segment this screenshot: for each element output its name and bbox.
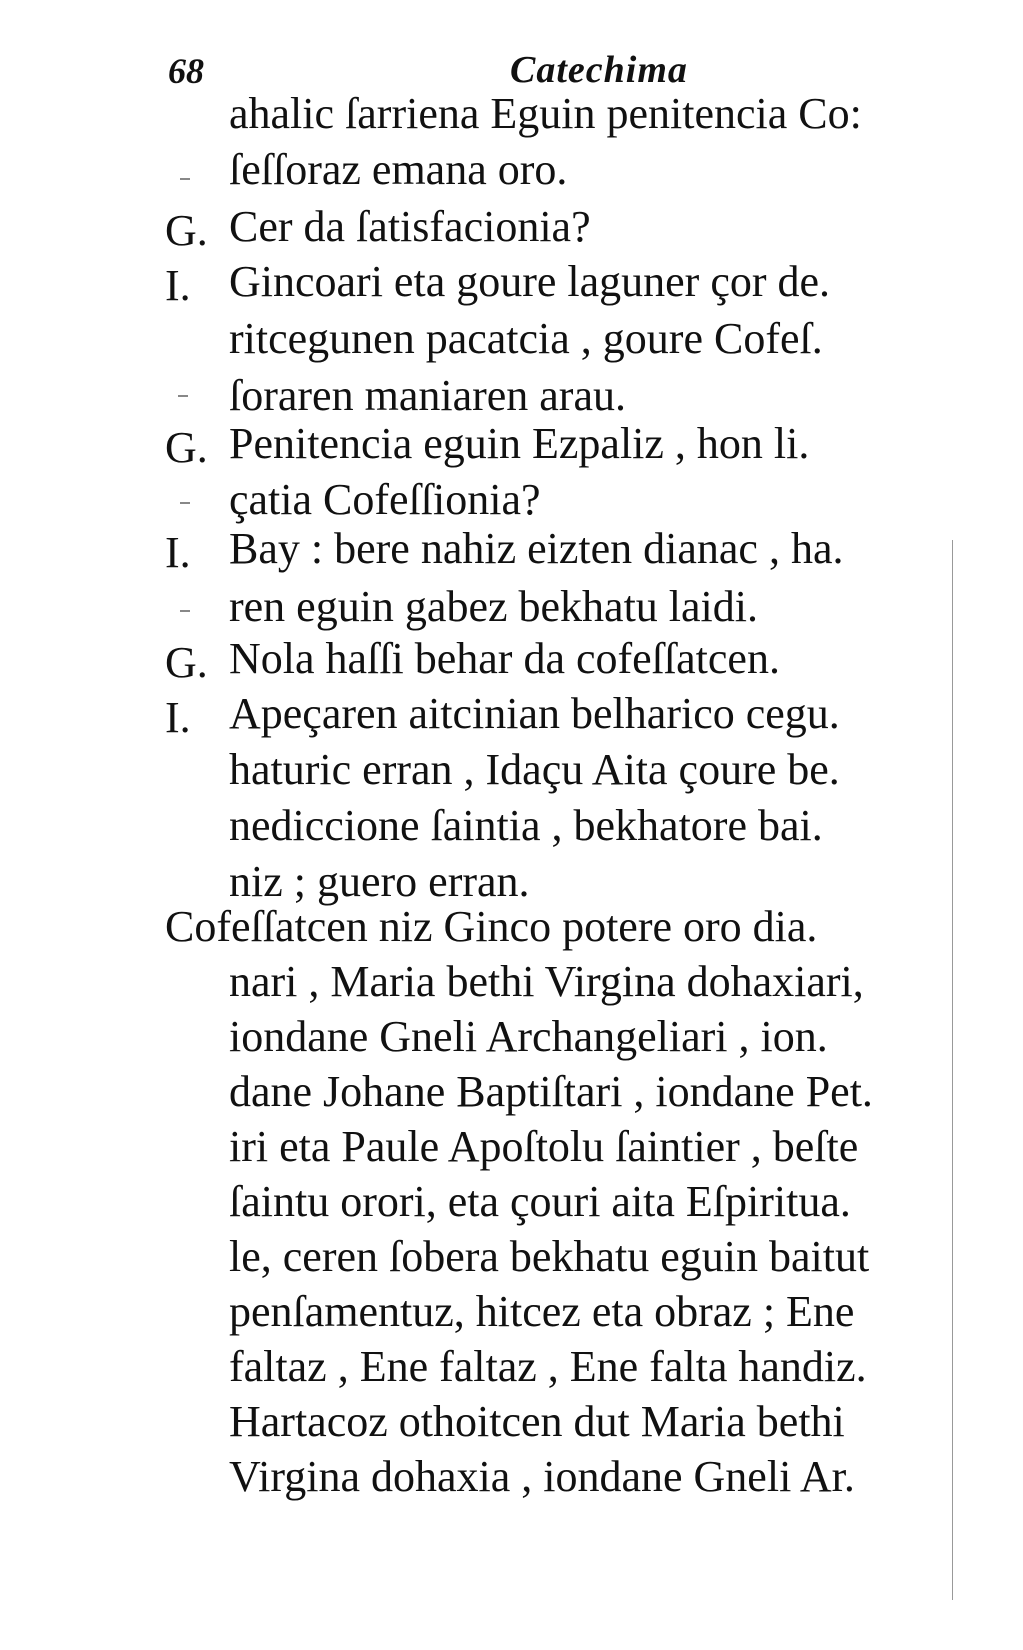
text-line: ren eguin gabez bekhatu laidi.: [229, 582, 759, 631]
text-line: iri eta Paule Apoſtolu ſaintier , beſte: [229, 1122, 859, 1171]
speaker-label: I.: [165, 261, 191, 310]
text-line: Virgina dohaxia , iondane Gneli Ar.: [229, 1452, 855, 1501]
text-line: iondane Gneli Archangeliari , ion.: [229, 1012, 828, 1061]
text-line: Cer da ſatisfacionia?: [229, 202, 591, 251]
text-line: Penitencia eguin Ezpaliz , hon li.: [229, 419, 810, 468]
text-line: nari , Maria bethi Virgina dohaxiari,: [229, 957, 864, 1006]
text-line: niz ; guero erran.: [229, 857, 530, 906]
text-line: Apeçaren aitcinian belharico cegu.: [229, 689, 840, 738]
text-line: Nola haſſi behar da cofeſſatcen.: [229, 634, 780, 683]
text-line: ahalic ſarriena Eguin penitencia Co:: [229, 89, 862, 138]
text-line: penſamentuz, hitcez eta obraz ; Ene: [229, 1287, 855, 1336]
text-line: ſoraren maniaren arau.: [229, 371, 626, 420]
text-line: Bay : bere nahiz eizten dianac , ha.: [229, 524, 844, 573]
margin-mark: [180, 178, 190, 180]
text-line: haturic erran , Idaçu Aita çoure be.: [229, 745, 840, 794]
text-line: Gincoari eta goure laguner çor de.: [229, 257, 831, 306]
speaker-label: G.: [165, 423, 208, 472]
speaker-label: I.: [165, 693, 191, 742]
text-line: nediccione ſaintia , bekhatore bai.: [229, 801, 823, 850]
running-title: Catechima: [510, 49, 688, 91]
page-gutter-edge: [952, 540, 953, 1600]
text-line: ritcegunen pacatcia , goure Cofeſ.: [229, 314, 823, 363]
speaker-label: G.: [165, 638, 208, 687]
margin-mark: [178, 395, 188, 397]
text-line: dane Johane Baptiſtari , iondane Pet.: [229, 1067, 873, 1116]
margin-mark: [180, 610, 190, 612]
margin-mark: [180, 502, 190, 504]
text-line: faltaz , Ene faltaz , Ene falta handiz.: [229, 1342, 867, 1391]
text-line: Cofeſſatcen niz Ginco potere oro dia.: [165, 902, 818, 951]
text-line: ſaintu orori, eta çouri aita Eſpiritua.: [229, 1177, 851, 1226]
text-line: ſeſſoraz emana oro.: [229, 145, 568, 194]
text-line: le, ceren ſobera bekhatu eguin baitut: [229, 1232, 870, 1281]
speaker-label: G.: [165, 206, 208, 255]
page-number: 68: [168, 51, 204, 91]
text-line: çatia Cofeſſionia?: [229, 475, 541, 524]
speaker-label: I.: [165, 528, 191, 577]
text-line: Hartacoz othoitcen dut Maria bethi: [229, 1397, 845, 1446]
